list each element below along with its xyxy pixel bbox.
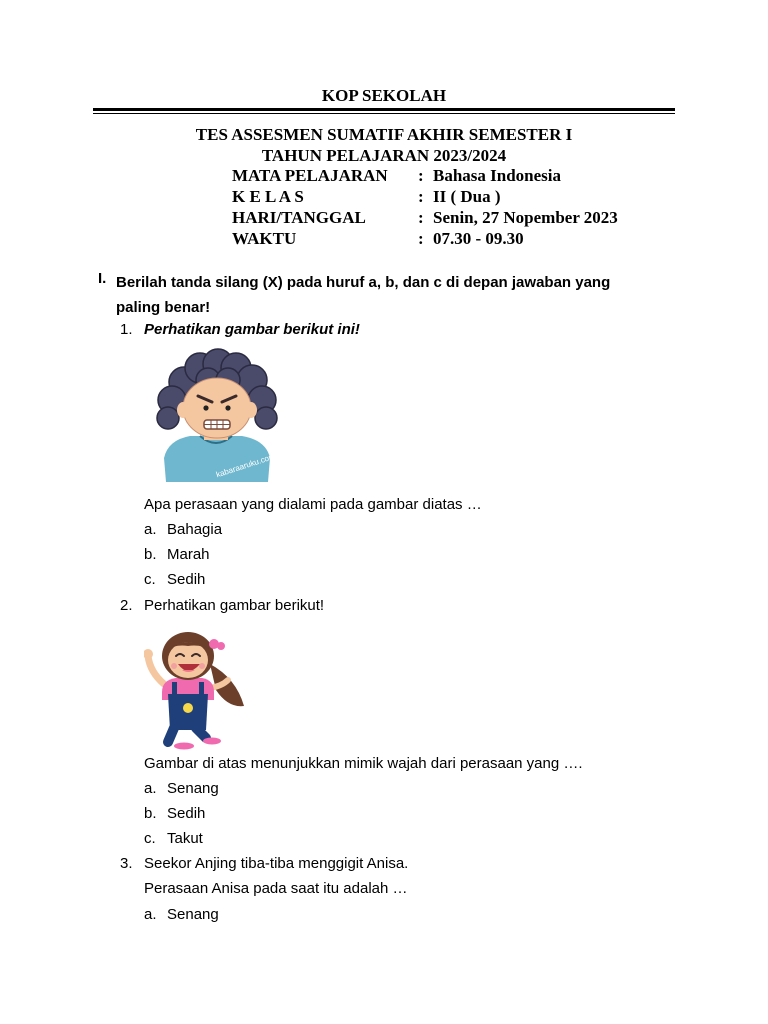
question-prompt: Perhatikan gambar berikut ini! (144, 321, 360, 338)
option-letter: b. (144, 546, 157, 563)
question-number: 3. (120, 855, 133, 872)
option-letter: c. (144, 571, 156, 588)
question-prompt: Perhatikan gambar berikut! (144, 597, 325, 614)
school-letterhead: KOP SEKOLAH (321, 86, 447, 105)
option-text: Bahagia (167, 521, 223, 538)
info-value: II ( Dua ) (433, 187, 501, 206)
info-colon: : (418, 229, 424, 248)
info-label: HARI/TANGGAL (232, 208, 366, 227)
option-letter: a. (144, 521, 157, 538)
info-label: MATA PELAJARAN (232, 166, 388, 185)
option-letter: a. (144, 780, 157, 797)
option-text: Senang (167, 906, 219, 923)
question-text: Perasaan Anisa pada saat itu adalah … (144, 880, 408, 897)
option-text: Marah (167, 546, 210, 563)
question-text: Gambar di atas menunjukkan mimik wajah dari perasaan yang …. (144, 755, 583, 772)
question-number: 1. (120, 321, 133, 338)
option-letter: c. (144, 830, 156, 847)
exam-title: TES ASSESMEN SUMATIF AKHIR SEMESTER I (195, 125, 573, 144)
image-watermark: kabaraaruku.com (214, 451, 277, 480)
info-colon: : (418, 187, 424, 206)
option-text: Senang (167, 780, 219, 797)
section-instruction: Berilah tanda silang (X) pada huruf a, b, dan c di depan jawaban yang paling benar! (116, 274, 611, 316)
info-value: 07.30 - 09.30 (433, 229, 524, 248)
question-text: Apa perasaan yang dialami pada gambar diatas … (144, 496, 482, 513)
letterhead-rule-thick (93, 108, 675, 111)
option-text: Sedih (167, 805, 206, 822)
info-colon: : (418, 166, 424, 185)
info-label: K E L A S (232, 187, 304, 206)
section-number: I. (98, 270, 107, 287)
option-letter: b. (144, 805, 157, 822)
academic-year: TAHUN PELAJARAN 2023/2024 (261, 146, 507, 165)
happy-girl-illustration (144, 628, 244, 750)
info-label: WAKTU (232, 229, 297, 248)
option-text: Takut (167, 830, 203, 847)
option-text: Sedih (167, 571, 206, 588)
info-colon: : (418, 208, 424, 227)
letterhead-rule-thin (93, 113, 675, 114)
question-number: 2. (120, 597, 133, 614)
info-value: Bahasa Indonesia (433, 166, 562, 185)
info-value: Senin, 27 Nopember 2023 (433, 208, 618, 227)
question-prompt: Seekor Anjing tiba-tiba menggigit Anisa. (144, 855, 409, 872)
option-letter: a. (144, 906, 157, 923)
angry-boy-illustration (144, 346, 288, 482)
